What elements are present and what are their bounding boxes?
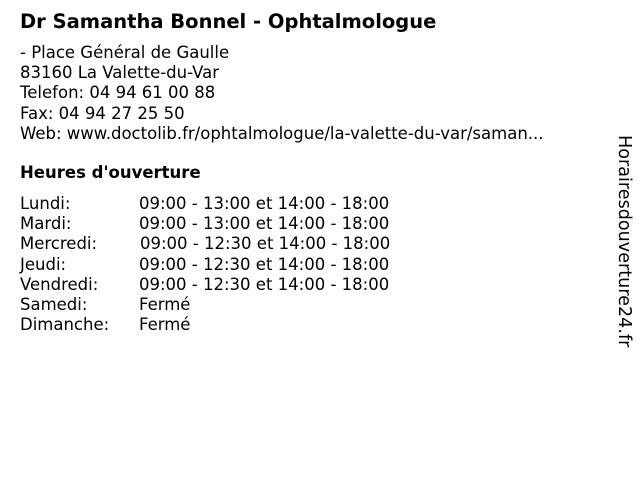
day-hours: 09:00 - 13:00 et 14:00 - 18:00 [139, 194, 390, 213]
day-label: Samedi: [20, 294, 88, 314]
business-address [20, 43, 544, 144]
day-label: Jeudi: [20, 254, 67, 274]
day-label: Mardi: [20, 214, 72, 234]
day-hours: 09:00 - 12:30 et 14:00 - 18:00 [140, 234, 391, 254]
day-hours: 09:00 - 12:30 et 14:00 - 18:00 [139, 254, 390, 274]
page-title: Dr Samantha Bonnel - Ophtalmologue [20, 10, 437, 33]
day-label: Lundi: [20, 194, 71, 213]
street-line: - Place Général de Gaulle [20, 43, 230, 62]
fax-line: Fax: 04 94 27 25 50 [20, 103, 185, 123]
day-hours: 09:00 - 13:00 et 14:00 - 18:00 [139, 214, 390, 234]
phone-line[interactable]: Telefon: 04 94 61 00 88 [20, 83, 216, 103]
website-line[interactable]: Web: www.doctolib.fr/ophtalmologue/la-valette-du-var/saman... [20, 123, 544, 143]
day-hours: Fermé [139, 315, 191, 335]
day-label: Vendredi: [20, 274, 99, 294]
day-hours: 09:00 - 12:30 et 14:00 - 18:00 [139, 274, 390, 294]
opening-hours-heading: Heures d'ouverture [20, 163, 201, 182]
day-label: Mercredi: [20, 234, 98, 254]
site-watermark: Horairesdouverture24.fr [614, 135, 634, 348]
day-label: Dimanche: [20, 315, 110, 335]
city-line: 83160 La Valette-du-Var [20, 63, 219, 83]
day-hours: Fermé [139, 294, 191, 314]
